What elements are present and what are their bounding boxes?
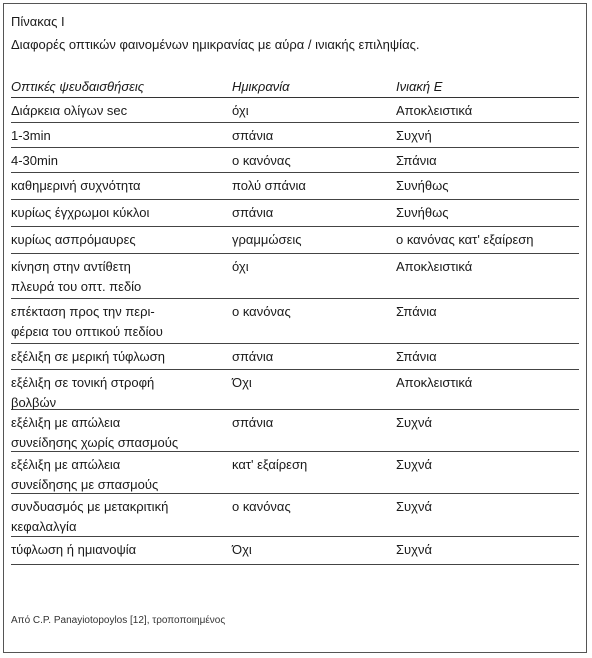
row-epilepsy-cell: ο κανόνας κατ' εξαίρεση — [396, 232, 534, 247]
row-feature-cell: τύφλωση ή ημιανοψία — [11, 542, 137, 557]
row-epilepsy-cell: Συχνά — [396, 457, 432, 472]
table-row — [11, 299, 579, 344]
row-feature-cell: εξέλιξη με απώλεια συνείδησης με σπασμούς — [11, 457, 159, 492]
row-feature-cell: εξέλιξη σε τονική στροφή βολβών — [11, 375, 155, 410]
row-feature-cell: 1-3min — [11, 128, 51, 143]
row-migraine-cell: σπάνια — [232, 349, 274, 364]
table-row — [11, 148, 579, 173]
row-epilepsy-cell: Σπάνια — [396, 153, 437, 168]
row-epilepsy-cell: Συνήθως — [396, 205, 449, 220]
row-feature-cell: Διάρκεια ολίγων sec — [11, 103, 128, 118]
table-row — [11, 200, 579, 227]
row-epilepsy-cell: Συχνά — [396, 499, 432, 514]
table-row — [11, 344, 579, 370]
row-feature-cell: επέκταση προς την περι- φέρεια του οπτικού πεδίου — [11, 304, 163, 339]
table-title: Πίνακας Ι — [11, 14, 65, 29]
row-migraine-cell: ο κανόνας — [232, 499, 291, 514]
row-epilepsy-cell: Συχνά — [396, 542, 432, 557]
row-epilepsy-cell: Σπάνια — [396, 304, 437, 319]
table-body — [11, 98, 579, 565]
row-migraine-cell: όχι — [232, 103, 249, 118]
data-table — [11, 79, 579, 565]
row-epilepsy-cell: Αποκλειστικά — [396, 259, 473, 274]
row-epilepsy-cell: Συχνά — [396, 415, 432, 430]
row-migraine-cell: σπάνια — [232, 205, 274, 220]
table-row — [11, 370, 579, 410]
row-feature-cell: κυρίως έγχρωμοι κύκλοι — [11, 205, 150, 220]
header-occipital-epilepsy: Ινιακή Ε — [396, 79, 443, 94]
row-migraine-cell: γραμμώσεις — [232, 232, 302, 247]
row-migraine-cell: κατ' εξαίρεση — [232, 457, 308, 472]
row-epilepsy-cell: Συχνή — [396, 128, 432, 143]
row-feature-cell: εξέλιξη σε μερική τύφλωση — [11, 349, 165, 364]
table-row — [11, 254, 579, 299]
row-feature-cell: καθημερινή συχνότητα — [11, 178, 141, 193]
table-row — [11, 98, 579, 123]
table-subtitle: Διαφορές οπτικών φαινομένων ημικρανίας με αύρα / ινιακής επιληψίας. — [11, 37, 420, 52]
table-row — [11, 537, 579, 565]
header-visual-hallucinations: Οπτικές ψευδαισθήσεις — [11, 79, 145, 94]
source-footnote: Από C.P. Panayiotopoylos [12], τροποποιημένος — [11, 615, 226, 626]
table-row — [11, 123, 579, 148]
row-migraine-cell: πολύ σπάνια — [232, 178, 306, 193]
table-row — [11, 494, 579, 537]
table-row — [11, 173, 579, 200]
table-header-row — [11, 79, 579, 98]
row-migraine-cell: σπάνια — [232, 415, 274, 430]
row-epilepsy-cell: Αποκλειστικά — [396, 375, 473, 390]
row-epilepsy-cell: Συνήθως — [396, 178, 449, 193]
row-feature-cell: 4-30min — [11, 153, 58, 168]
table-row — [11, 410, 579, 452]
row-migraine-cell: ο κανόνας — [232, 304, 291, 319]
header-migraine: Ημικρανία — [232, 79, 290, 94]
row-epilepsy-cell: Αποκλειστικά — [396, 103, 473, 118]
row-feature-cell: εξέλιξη με απώλεια συνείδησης χωρίς σπασμούς — [11, 415, 179, 450]
row-epilepsy-cell: Σπάνια — [396, 349, 437, 364]
row-migraine-cell: Όχι — [232, 375, 252, 390]
row-migraine-cell: ο κανόνας — [232, 153, 291, 168]
row-feature-cell: κυρίως ασπρόμαυρες — [11, 232, 136, 247]
table-row — [11, 452, 579, 494]
row-migraine-cell: Όχι — [232, 542, 252, 557]
row-migraine-cell: όχι — [232, 259, 249, 274]
row-feature-cell: συνδυασμός με μετακριτική κεφαλαλγία — [11, 499, 169, 534]
row-feature-cell: κίνηση στην αντίθετη πλευρά του οπτ. πεδίο — [11, 259, 142, 294]
table-row — [11, 227, 579, 254]
row-migraine-cell: σπάνια — [232, 128, 274, 143]
